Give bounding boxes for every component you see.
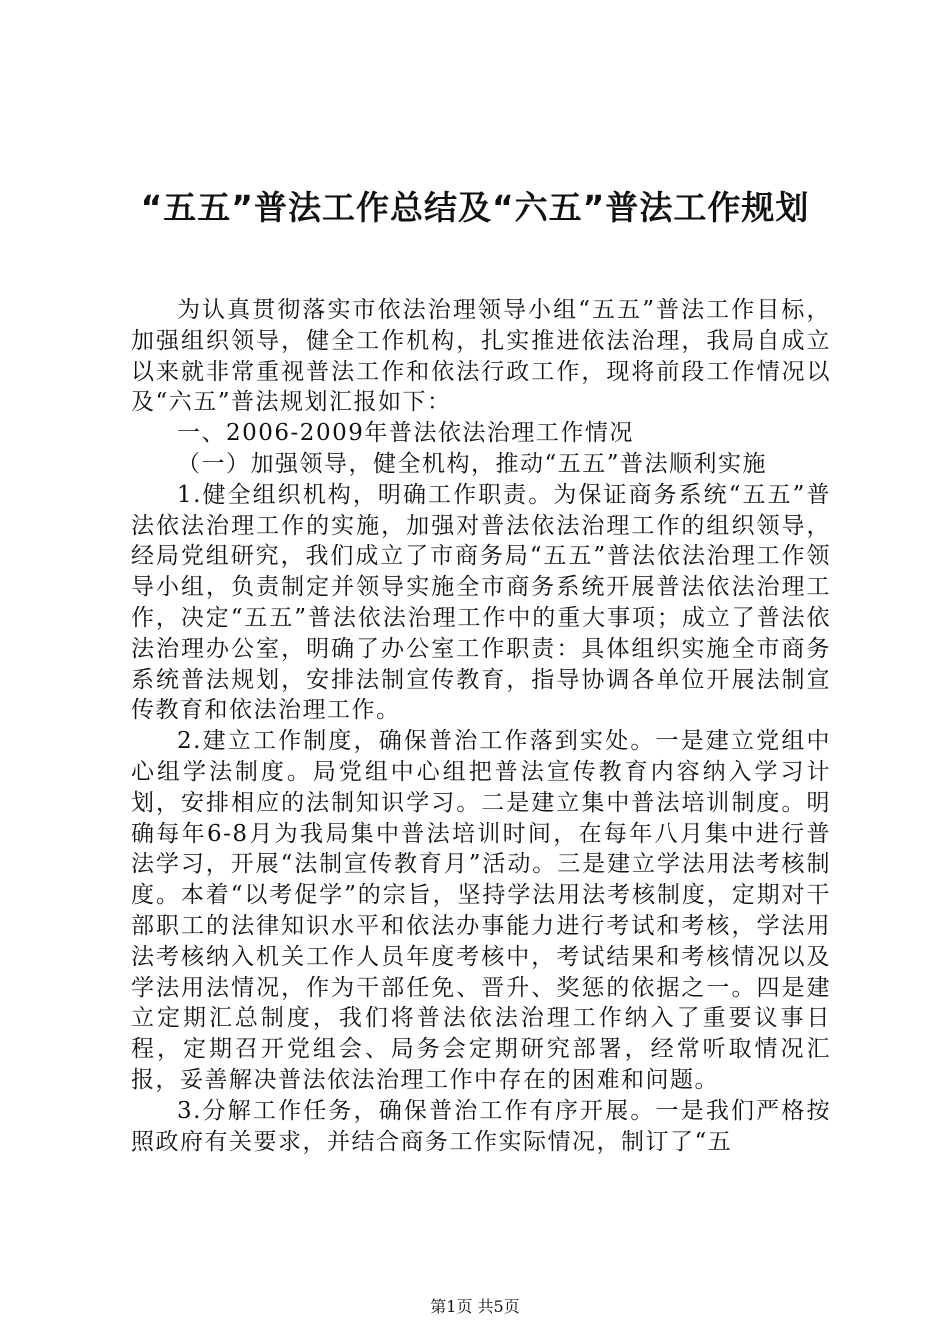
body-paragraph: 1.健全组织机构，明确工作职责。为保证商务系统“五五”普法依法治理工作的实施，加强对普法依法治理工作的组织领导，经局党组研究，我们成立了市商务局“五五”普法依法治理工作领导小组，负责制定并领导实施全市商务系统开展普法依法治理工作，决定“五五”普法依法治理工作中的重大事项；成立了普法依法治理办公室，明确了办公室工作职责：具体组织实施全市商务系统普法规划，安排法制宣传教育，指导协调各单位开展法制宣传教育和依法治理工作。 [131, 481, 831, 724]
body-paragraph: 2.建立工作制度，确保普治工作落到实处。一是建立党组中心组学法制度。局党组中心组把普法宣传教育内容纳入学习计划，安排相应的法制知识学习。二是建立集中普法培训制度。明确每年6-8月为我局集中普法培训时间，在每年八月集中进行普法学习，开展“法制宣传教育月”活动。三是建立学法用法考核制度。本着“以考促学”的宗旨，坚持学法用法考核制度，定期对干部职工的法律知识水平和依法办事能力进行考试和考核，学法用法考核纳入机关工作人员年度考核中，考试结果和考核情况以及学法用法情况，作为干部任免、晋升、奖惩的依据之一。四是建立定期汇总制度，我们将普法依法治理工作纳入了重要议事日程，定期召开党组会、局务会定期研究部署，经常听取情况汇报，妥善解决普法依法治理工作中存在的困难和问题。 [131, 728, 831, 1093]
intro-paragraph: 为认真贯彻落实市依法治理领导小组“五五”普法工作目标，加强组织领导，健全工作机构，扎实推进依法治理，我局自成立以来就非常重视普法工作和依法行政工作，现将前段工作情况以及“六五”普法规划汇报如下： [131, 297, 831, 416]
document-title: “五五”普法工作总结及“六五”普法工作规划 [140, 188, 810, 227]
page-number-footer: 第1页 共5页 [430, 1297, 520, 1316]
body-paragraph: 3.分解工作任务，确保普治工作有序开展。一是我们严格按照政府有关要求，并结合商务工作实际情况，制订了“五 [131, 1097, 831, 1155]
subsection-heading: （一）加强领导，健全机构，推动“五五”普法顺利实施 [177, 450, 768, 477]
section-heading: 一、2006-2009年普法依法治理工作情况 [177, 420, 634, 447]
document-body [131, 295, 831, 1157]
